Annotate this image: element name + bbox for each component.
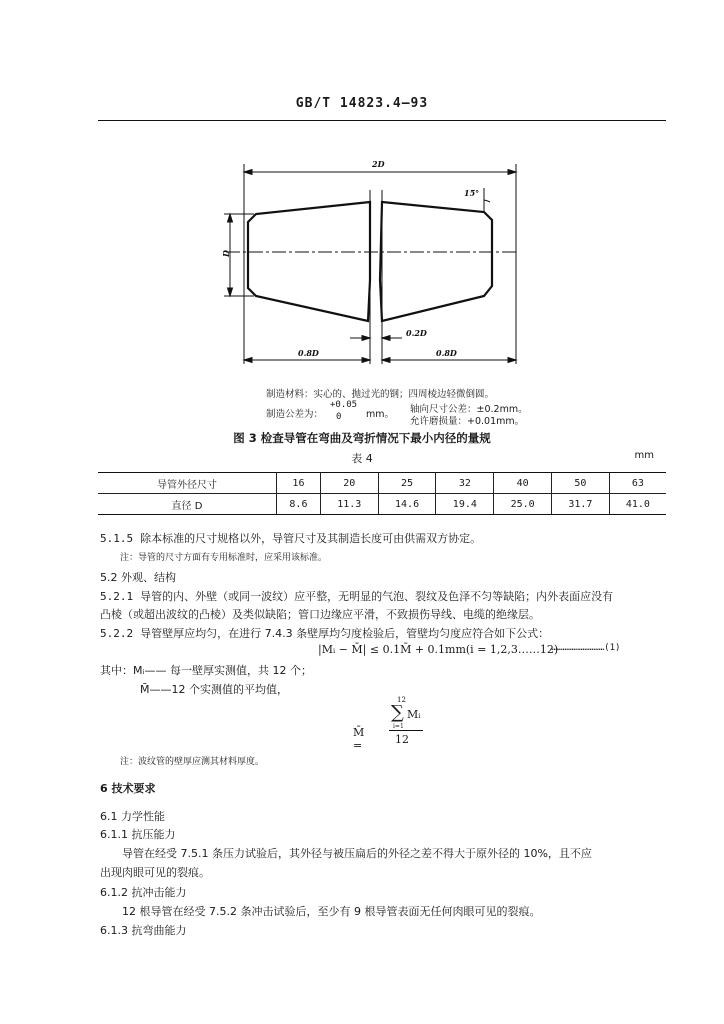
table-cell: 19.4 bbox=[436, 494, 494, 515]
section-613: 6.1.3 抗弯曲能力 bbox=[100, 924, 187, 937]
arrow-icon bbox=[362, 336, 370, 341]
dimension-table bbox=[98, 472, 666, 515]
clause-515: 5.1.5 除本标准的尺寸规格以外，导管尺寸及其制造长度可由供需双方协定。 bbox=[100, 532, 482, 545]
arrow-icon bbox=[228, 288, 233, 296]
table-cell: 25.0 bbox=[494, 494, 552, 515]
arrow-icon bbox=[244, 170, 252, 175]
where-mi: 其中：Mᵢ—— 每一壁厚实测值，共 12 个； bbox=[100, 664, 312, 677]
section-61: 6.1 力学性能 bbox=[100, 810, 165, 823]
clause-611: 导管在经受 7.5.1 条压力试验后，其外径与被压扁后的外径之差不得大于原外径的 10%，且不应 bbox=[122, 847, 592, 860]
figure-caption: 图 3 检查导管在弯曲及弯折情况下最小内径的量规 bbox=[233, 431, 491, 445]
table-cell: 20 bbox=[320, 473, 378, 494]
table-cell: 14.6 bbox=[378, 494, 436, 515]
clause-612: 12 根导管在经受 7.5.2 条冲击试验后，至少有 9 根导管表面无任何肉眼可见的裂痕。 bbox=[122, 905, 541, 918]
clause-521: 5.2.1 导管的内、外壁（或同一波纹）应平整，无明显的气泡、裂纹及色泽不匀等缺陷；内外表面应没有 bbox=[100, 590, 614, 603]
tolerance-upper: +0.05 bbox=[330, 400, 358, 410]
table-unit: mm bbox=[634, 450, 654, 461]
arrow-icon bbox=[244, 358, 252, 363]
row-header: 导管外径尺寸 bbox=[98, 473, 277, 494]
where-mbar: M̄——12 个实测值的平均值， bbox=[140, 683, 288, 696]
tolerance-unit: mm。 bbox=[366, 409, 395, 420]
table-row bbox=[98, 473, 666, 494]
arrow-icon bbox=[228, 214, 233, 222]
clause-521-cont: 凸棱（或超出波纹的凸棱）及类似缺陷；管口边缘应平滑，不致损伤导线、电缆的绝缘层。 bbox=[100, 608, 540, 621]
section-52: 5.2 外观、结构 bbox=[100, 571, 176, 584]
arrow-icon bbox=[362, 358, 370, 363]
row-header: 直径 D bbox=[98, 494, 277, 515]
gauge-drawing bbox=[220, 150, 520, 365]
table-cell: 41.0 bbox=[609, 494, 666, 515]
section-6: 6 技术要求 bbox=[100, 782, 156, 795]
table-cell: 50 bbox=[552, 473, 610, 494]
arrow-icon bbox=[382, 336, 390, 341]
formula-number: …………………………(1) bbox=[550, 643, 621, 653]
label-left-08d: 0.8D bbox=[298, 348, 319, 358]
note-2: 注：波纹管的壁厚应测其材料厚度。 bbox=[120, 757, 265, 767]
clause-611-cont: 出现肉眼可见的裂痕。 bbox=[100, 866, 210, 879]
table-cell: 40 bbox=[494, 473, 552, 494]
header-rule bbox=[98, 120, 666, 121]
tolerance-lower: 0 bbox=[336, 412, 342, 422]
label-angle: 15° bbox=[464, 188, 480, 198]
formula-1: |Mᵢ − M̄| ≤ 0.1M̄ + 0.1mm(i = 1,2,3……12) bbox=[318, 643, 559, 656]
section-611: 6.1.1 抗压能力 bbox=[100, 828, 176, 841]
axial-tolerance: 轴向尺寸公差：±0.2mm。 bbox=[410, 404, 528, 415]
label-gap: 0.2D bbox=[406, 328, 427, 338]
table-cell: 63 bbox=[609, 473, 666, 494]
table-cell: 11.3 bbox=[320, 494, 378, 515]
table-row bbox=[98, 494, 666, 515]
gauge-right-half bbox=[380, 202, 492, 321]
arrow-icon bbox=[382, 358, 390, 363]
table-cell: 8.6 bbox=[277, 494, 321, 515]
label-right-08d: 0.8D bbox=[436, 348, 457, 358]
standard-number: GB/T 14823.4—93 bbox=[295, 96, 429, 111]
label-2d: 2D bbox=[372, 159, 385, 169]
table-cell: 32 bbox=[436, 473, 494, 494]
figure-note-tolerance: 制造公差为： bbox=[266, 409, 324, 420]
wear-allowance: 允许磨损量：+0.01mm。 bbox=[410, 416, 525, 427]
arrow-icon bbox=[508, 358, 516, 363]
table-cell: 25 bbox=[378, 473, 436, 494]
label-d: D bbox=[221, 250, 231, 257]
figure-note-material: 制造材料：实心的、抛过光的钢；四周棱边轻微倒圆。 bbox=[266, 389, 495, 400]
note-1: 注：导管的尺寸方面有专用标准时，应采用该标准。 bbox=[120, 553, 328, 563]
clause-522: 5.2.2 导管壁厚应均匀，在进行 7.4.3 条壁厚均匀度检验后，管壁均匀度应符合如下公式： bbox=[100, 627, 550, 640]
document-page: GB/T 14823.4—93 2D D 15° 0.2D 0.8D 0.8D 制造材料：实心的、抛过光的钢；四周棱边轻微倒圆。 制造公差为： +0.05 0 mm。 轴向尺寸公差：±0.2mm。 允许磨损量：+0.01mm。 图 3 检查导管在弯曲及弯折情况下最小内径的量规 表 4 mm 导管外径尺寸 16 20 25 32 40 50 63 直径 D 8.6 11.3 14.6 19.4 25.0 31.7 41.0 5.1.5 除本标准的尺寸规格以外，导管尺寸及其制造长度可由供需双方协定。 注：导管的尺寸方面有专用标准时，应采用该标准。 5.2 外观、结构 5.2.1 导管的内、外壁（或同一波纹）应平整，无明显的气泡、裂纹及色泽不匀等缺陷；内外表面应没有 凸棱（或超出波纹的凸棱）及类似缺陷；管口边缘应平滑，不致损伤导线、电缆的绝缘层。 5.2.2 导管壁厚应均匀，在进行 7.4.3 条壁厚均匀度检验后，管壁均匀度应符合如下公式： |Mᵢ − M̄| ≤ 0.1M̄ + 0.1mm(i = 1,2,3……12) …………………………(1) 其中：Mᵢ—— 每一壁厚实测值，共 12 个； M̄——12 个实测值的平均值， M̄ = 12 ∑ Mᵢ i=1 12 注：波纹管的壁厚应测其材料厚度。 6 技术要求 6.1 力学性能 6.1.1 抗压能力 导管在经受 7.5.1 条压力试验后，其外径与被压扁后的外径之差不得大于原外径的 10%，且不应 出现肉眼可见的裂痕。 6.1.2 抗冲击能力 12 根导管在经受 7.5.2 条冲击试验后，至少有 9 根导管表面无任何肉眼可见的裂痕。 6.1.3 抗弯曲能力 bbox=[0, 0, 724, 1024]
gauge-left-half bbox=[248, 202, 370, 321]
arrow-icon bbox=[508, 170, 516, 175]
table-cell: 31.7 bbox=[552, 494, 610, 515]
table-title: 表 4 bbox=[351, 452, 373, 465]
section-612: 6.1.2 抗冲击能力 bbox=[100, 886, 187, 899]
table-cell: 16 bbox=[277, 473, 321, 494]
